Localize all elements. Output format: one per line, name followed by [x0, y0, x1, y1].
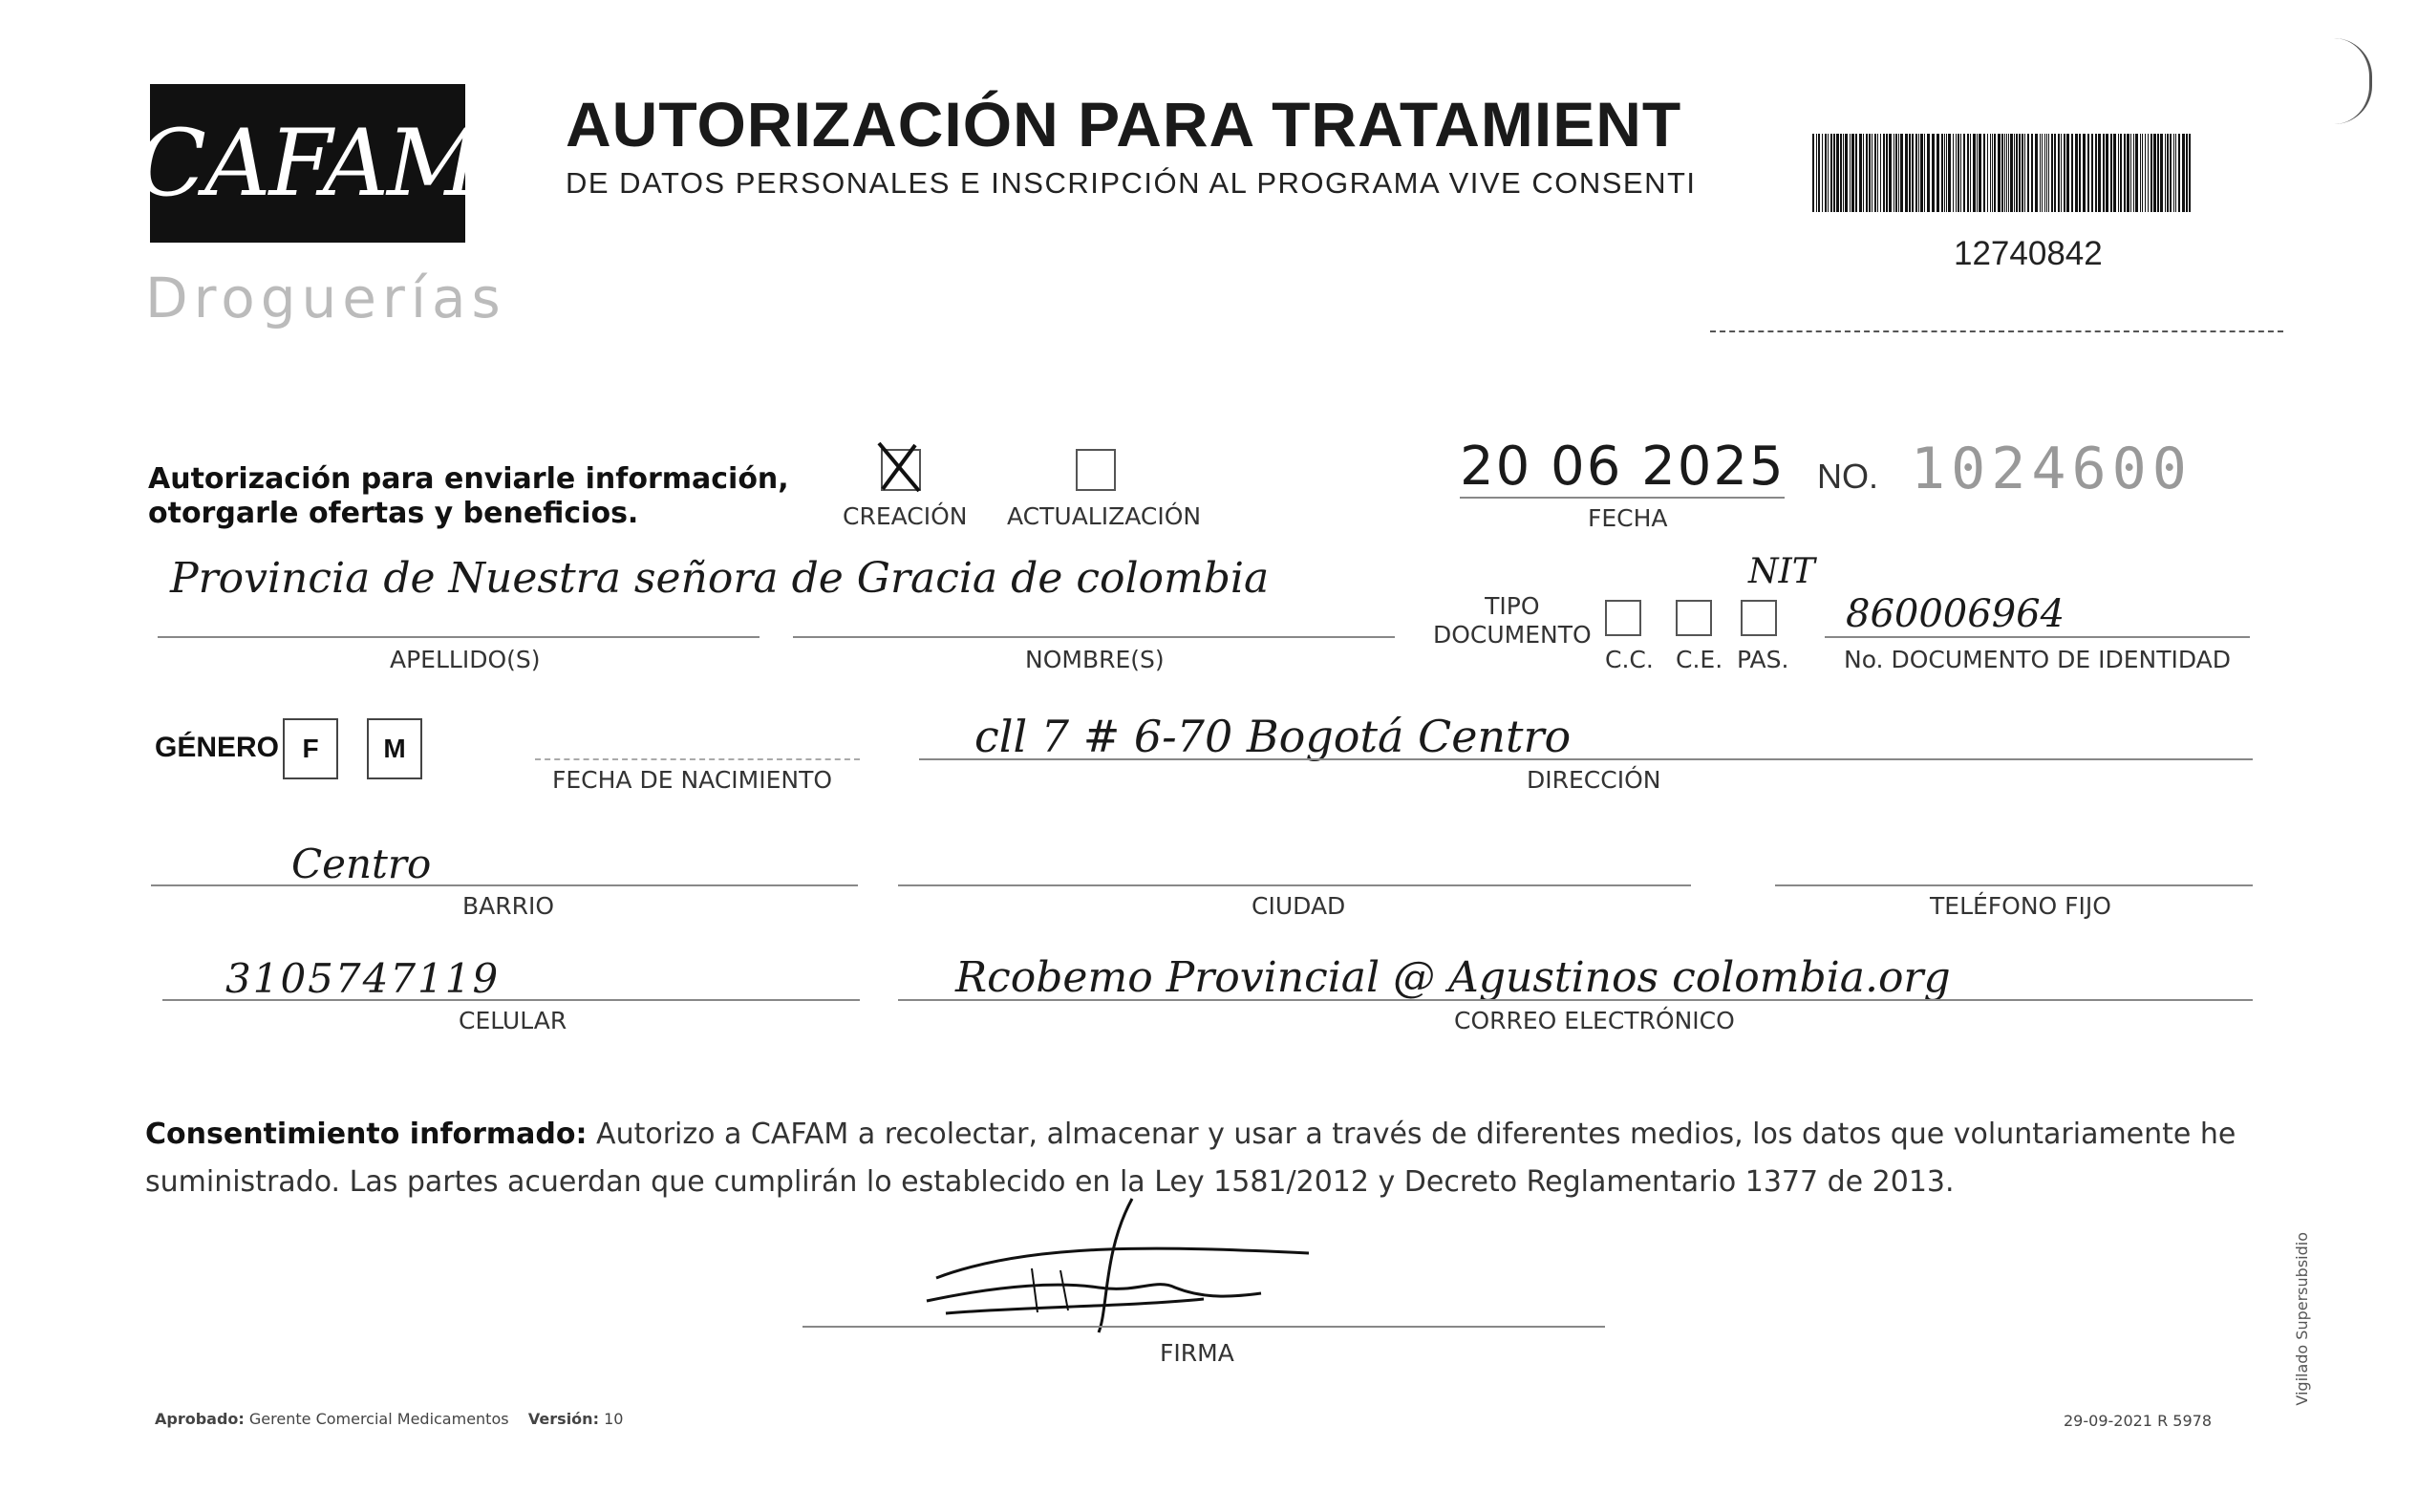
barcode-bar — [1915, 134, 1917, 212]
barcode-bar — [1956, 134, 1957, 212]
barcode-bar — [1992, 134, 1993, 212]
celular-label: CELULAR — [459, 1007, 567, 1034]
barcode-bar — [2008, 134, 2009, 212]
barrio-line — [151, 884, 858, 886]
barcode-bar — [1977, 134, 1978, 212]
barcode-bar — [1987, 134, 1988, 212]
cc-label: C.C. — [1605, 646, 1654, 673]
header-rule — [1710, 330, 2283, 332]
barcode-bar — [2133, 134, 2134, 212]
barcode-bar — [1958, 134, 1959, 212]
barcode-bar — [1983, 134, 1985, 212]
logo-subtext: Droguerías — [145, 266, 506, 330]
nit-mark: NIT — [1748, 552, 1815, 591]
ciudad-label: CIUDAD — [1252, 892, 1346, 920]
barcode-bar — [1850, 134, 1851, 212]
ce-label: C.E. — [1676, 646, 1723, 673]
barcode-bar — [1828, 134, 1829, 212]
apellidos-line — [158, 636, 760, 638]
barcode-bar — [2004, 134, 2005, 212]
tipo-doc-label — [1433, 592, 1592, 650]
barcode-bar — [2066, 134, 2069, 212]
vertical-footer-text: Vigilado Supersubsidio — [2293, 1232, 2311, 1406]
footer-right: 29-09-2021 R 5978 — [2064, 1412, 2212, 1430]
barcode-bar — [2075, 134, 2078, 212]
ce-checkbox[interactable] — [1676, 600, 1712, 636]
genero-f-box[interactable] — [283, 718, 338, 779]
barcode-bar — [1812, 134, 1814, 212]
barcode-bar — [2046, 134, 2047, 212]
firma-line — [802, 1326, 1605, 1328]
barcode-bar — [2170, 134, 2172, 212]
barcode-bar — [2091, 134, 2093, 212]
barcode-bar — [1912, 134, 1914, 212]
fecha-label: FECHA — [1588, 504, 1668, 532]
barcode-bar — [2095, 134, 2097, 212]
correo-value: Rcobemo Provincial @ Agustinos colombia.org — [955, 953, 1951, 1002]
telefono-line — [1775, 884, 2253, 886]
fecha-line — [1460, 497, 1785, 499]
barcode-bar — [2014, 134, 2015, 212]
barrio-label: BARRIO — [462, 892, 555, 920]
documento-line — [1825, 636, 2250, 638]
consent-text: Autorizo a CAFAM a recolectar, almacenar y usar a través de diferentes medios, los datos que voluntariamente he suministrado. Las partes acuerdan que cumplirán lo establecido en la Ley 1581/2012 y Decreto Reglamentario 1377 de 2013. — [145, 1118, 2236, 1199]
cafam-logo: CAFAM — [150, 84, 465, 243]
barcode-bar — [2064, 134, 2065, 212]
cc-checkbox[interactable] — [1605, 600, 1641, 636]
pas-checkbox[interactable] — [1741, 600, 1777, 636]
barcode-bar — [2024, 134, 2025, 212]
barcode-bar — [2127, 134, 2129, 212]
barcode-bar — [1816, 134, 1817, 212]
barcode-bar — [1994, 134, 1996, 212]
barcode-bar — [2124, 134, 2126, 212]
documento-label: No. DOCUMENTO DE IDENTIDAD — [1844, 646, 2232, 673]
barcode-bar — [2118, 134, 2119, 212]
barcode-bar — [1886, 134, 1888, 212]
genero-label: GÉNERO — [155, 732, 280, 763]
barcode-bar — [2103, 134, 2105, 212]
barcode-bar — [2178, 134, 2180, 212]
barcode-bar — [2079, 134, 2081, 212]
version-label: Versión: — [527, 1410, 599, 1428]
genero-f-text: F — [302, 734, 319, 763]
barcode-bar — [2061, 134, 2062, 212]
barcode-bar — [1830, 134, 1832, 212]
barcode-bar — [2145, 134, 2146, 212]
barcode-bar — [1973, 134, 1976, 212]
barcode-bar — [2142, 134, 2143, 212]
barcode-bar — [2160, 134, 2163, 212]
barcode-bar — [2151, 134, 2152, 212]
barcode-bar — [1877, 134, 1878, 212]
barcode-bar — [1818, 134, 1820, 212]
barcode-bar — [2120, 134, 2122, 212]
barcode-bar — [2173, 134, 2174, 212]
document-title: AUTORIZACIÓN PARA TRATAMIENT — [566, 89, 1682, 160]
fecha-nac-label: FECHA DE NACIMIENTO — [552, 766, 833, 794]
barcode-bar — [1840, 134, 1842, 212]
barcode-bar — [2035, 134, 2038, 212]
barcode-bar — [1843, 134, 1844, 212]
direccion-line — [919, 758, 2253, 760]
tipo-doc-label-1: TIPO — [1485, 592, 1540, 620]
barcode-bar — [1822, 134, 1823, 212]
barcode-bar — [1869, 134, 1871, 212]
barcode-bar — [1845, 134, 1848, 212]
consent-heading: Consentimiento informado: — [145, 1118, 588, 1151]
barcode-bar — [1932, 134, 1935, 212]
barcode-bar — [1953, 134, 1954, 212]
actualizacion-checkbox[interactable] — [1076, 449, 1116, 491]
genero-m-box[interactable] — [367, 718, 422, 779]
barcode-bar — [2001, 134, 2003, 212]
barcode-bar — [2048, 134, 2049, 212]
barcode-bar — [1866, 134, 1868, 212]
pas-label: PAS. — [1737, 646, 1789, 673]
barcode-bar — [2182, 134, 2185, 212]
barcode-bar — [1998, 134, 2001, 212]
barcode-bar — [1927, 134, 1930, 212]
barcode-bar — [1970, 134, 1971, 212]
barcode-bar — [2189, 134, 2191, 212]
barcode-bar — [2071, 134, 2073, 212]
barcode-bar — [1909, 134, 1911, 212]
barcode-bar — [2006, 134, 2007, 212]
fecha-value: 20 06 2025 — [1460, 436, 1786, 498]
version-value: 10 — [604, 1410, 624, 1428]
barcode-bar — [1836, 134, 1839, 212]
barcode-bar — [1937, 134, 1939, 212]
intro-text — [148, 462, 789, 531]
telefono-label: TELÉFONO FIJO — [1930, 892, 2111, 920]
aprobado-label: Aprobado: — [155, 1410, 245, 1428]
barcode-bar — [1874, 134, 1876, 212]
creacion-label: CREACIÓN — [843, 502, 968, 530]
barcode-bar — [1920, 134, 1923, 212]
barcode-bar — [2044, 134, 2045, 212]
barcode-bar — [1898, 134, 1899, 212]
barcode-bar — [2022, 134, 2023, 212]
barcode-bar — [1967, 134, 1969, 212]
barcode-bar — [2157, 134, 2159, 212]
aprobado-value: Gerente Comercial Medicamentos — [248, 1410, 509, 1428]
correo-label: CORREO ELECTRÓNICO — [1454, 1007, 1735, 1034]
barcode-bar — [1895, 134, 1897, 212]
correo-line — [898, 999, 2253, 1001]
barcode-bar — [2054, 134, 2056, 212]
corner-mark — [2331, 38, 2372, 124]
nombres-label: NOMBRE(S) — [1025, 646, 1165, 673]
barcode-bar — [2019, 134, 2021, 212]
barcode-bar — [2175, 134, 2176, 212]
barcode-bar — [2167, 134, 2169, 212]
barcode-bar — [1948, 134, 1951, 212]
barcode-bar — [1825, 134, 1827, 212]
actualizacion-label: ACTUALIZACIÓN — [1007, 502, 1202, 530]
barcode-bar — [2027, 134, 2029, 212]
barcode-bar — [2016, 134, 2018, 212]
barcode-bar — [1946, 134, 1947, 212]
firma-label: FIRMA — [1160, 1339, 1234, 1367]
barcode-bar — [1889, 134, 1892, 212]
footer-left — [155, 1410, 623, 1428]
barcode-bar — [2165, 134, 2166, 212]
barcode-bar — [1990, 134, 1991, 212]
barcode-bar — [1833, 134, 1835, 212]
barcode-bar — [2140, 134, 2141, 212]
check-mark-icon — [871, 437, 929, 495]
barcode-bar — [1859, 134, 1862, 212]
celular-line — [162, 999, 860, 1001]
celular-value: 3105747119 — [225, 955, 501, 1002]
barcode-bar — [2083, 134, 2086, 212]
no-value: 1024600 — [1911, 436, 2193, 502]
fecha-nac-line — [535, 758, 860, 760]
barcode-bar — [1880, 134, 1881, 212]
barcode-bar — [2031, 134, 2033, 212]
ciudad-line — [898, 884, 1691, 886]
barcode-number: 12740842 — [1954, 235, 2103, 272]
barcode-bar — [2010, 134, 2013, 212]
signature-scribble — [917, 1194, 1318, 1337]
barcode-bar — [2051, 134, 2053, 212]
tipo-doc-label-2: DOCUMENTO — [1433, 621, 1592, 649]
barcode-bar — [1924, 134, 1925, 212]
barcode-bar — [2110, 134, 2112, 212]
intro-line-1: Autorización para enviarle información, — [148, 462, 789, 496]
barcode-bar — [2113, 134, 2116, 212]
barcode-bar — [2087, 134, 2089, 212]
direccion-label: DIRECCIÓN — [1527, 766, 1661, 794]
intro-line-2: otorgarle ofertas y beneficios. — [148, 497, 639, 530]
barrio-value: Centro — [291, 841, 432, 887]
barcode-bar — [2098, 134, 2101, 212]
creacion-checkbox[interactable] — [881, 449, 921, 491]
barcode-bar — [1905, 134, 1908, 212]
barcode-bar — [2130, 134, 2131, 212]
direccion-value: cll 7 # 6-70 Bogotá Centro — [974, 711, 1572, 762]
barcode-bar — [1918, 134, 1919, 212]
barcode-bar — [1900, 134, 1903, 212]
genero-m-text: M — [383, 734, 406, 763]
barcode-bar — [1963, 134, 1965, 212]
barcode-bar — [2106, 134, 2108, 212]
no-label: NO. — [1817, 457, 1879, 496]
barcode-bar — [1944, 134, 1945, 212]
barcode-bar — [2135, 134, 2138, 212]
barcode-bar — [1960, 134, 1961, 212]
nombres-line — [793, 636, 1395, 638]
barcode-bar — [1979, 134, 1981, 212]
barcode-bar — [2153, 134, 2156, 212]
barcode-bar — [1863, 134, 1864, 212]
barcode-bar — [2186, 134, 2188, 212]
documento-value: 860006964 — [1846, 592, 2065, 636]
barcode-bar — [2148, 134, 2149, 212]
consent-paragraph — [145, 1111, 2266, 1206]
barcode-bar — [2058, 134, 2060, 212]
document-subtitle: DE DATOS PERSONALES E INSCRIPCIÓN AL PROGRAMA VIVE CONSENTI — [566, 166, 1697, 200]
barcode-bar — [2040, 134, 2041, 212]
barcode-graphic — [1812, 134, 2193, 212]
barcode-bar — [1941, 134, 1943, 212]
apellidos-label: APELLIDO(S) — [390, 646, 541, 673]
apellidos-value: Provincia de Nuestra señora de Gracia de colombia — [170, 554, 1270, 603]
barcode-bar — [1855, 134, 1857, 212]
barcode-bar — [1851, 134, 1854, 212]
barcode-bar — [2042, 134, 2043, 212]
barcode-bar — [1883, 134, 1885, 212]
